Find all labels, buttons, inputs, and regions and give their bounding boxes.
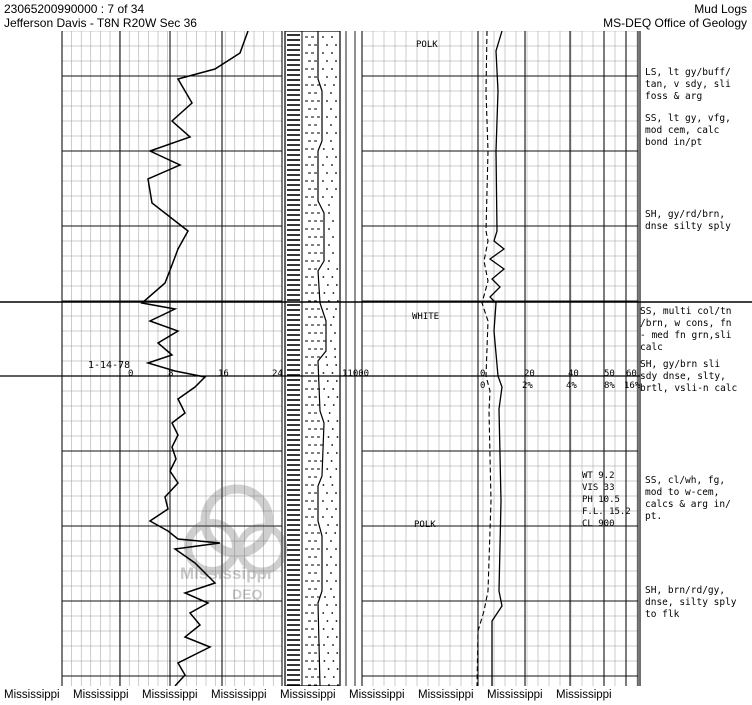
- right-scale-bottom-0: 0: [480, 381, 486, 391]
- footer-label: Mississippi: [349, 689, 405, 701]
- lithology-description: SH, brn/rd/gy, dnse, silty sply to flk: [645, 585, 737, 620]
- agency-name: MS-DEQ Office of Geology: [603, 16, 747, 30]
- footer-label: Mississippi: [487, 689, 543, 701]
- left-scale-tick-3: 24: [272, 369, 283, 379]
- mud-prop-cl: CL 900: [582, 519, 615, 529]
- left-scale-tick-1: 8: [168, 369, 174, 379]
- right-scale-top-3: 50: [604, 369, 615, 379]
- footer-label: Mississippi: [280, 689, 336, 701]
- left-scale-tick-2: 16: [218, 369, 229, 379]
- mud-log-chart: [0, 31, 752, 686]
- lithology-description: SH, gy/brn sli sdy dnse, slty, brtl, vsli-n calc: [640, 359, 738, 394]
- lithology-description: SH, gy/rd/brn, dnse silty sply: [645, 209, 731, 232]
- right-scale-bottom-4: 16%: [624, 381, 641, 391]
- well-id: 23065200990000 : 7 of 34: [4, 2, 145, 16]
- right-scale-top-1: 20: [524, 369, 535, 379]
- formation-top-polk-lower: POLK: [414, 520, 436, 530]
- formation-top-polk: POLK: [416, 40, 438, 50]
- lithology-description: SS, lt gy, vfg, mod cem, calc bond in/pt: [645, 113, 731, 148]
- right-scale-bottom-2: 4%: [566, 381, 577, 391]
- footer-label: Mississippi: [418, 689, 474, 701]
- formation-top-white: WHITE: [412, 312, 440, 322]
- right-scale-bottom-3: 8%: [604, 381, 615, 391]
- footer-label: Mississippi: [556, 689, 612, 701]
- mud-prop-wt: WT 9.2: [582, 471, 615, 481]
- right-scale-top-0: 0: [480, 369, 486, 379]
- lithology-column: [285, 31, 340, 686]
- right-scale-top-4: 60: [626, 369, 637, 379]
- mud-prop-ph: PH 10.5: [582, 495, 620, 505]
- footer-label: Mississippi: [211, 689, 267, 701]
- date-marker: 1-14-78: [88, 360, 131, 371]
- lithology-description: SS, multi col/tn /brn, w cons, fn - med fn grn,sli calc: [640, 306, 732, 353]
- footer-label: Mississippi: [73, 689, 129, 701]
- depth-label: 11000: [342, 369, 370, 379]
- mud-prop-fl: F.L. 15.2: [582, 507, 631, 517]
- mud-prop-vis: VIS 33: [582, 483, 615, 493]
- right-scale-top-2: 40: [568, 369, 579, 379]
- lithology-description: LS, lt gy/buff/ tan, v sdy, sli foss & arg: [645, 67, 731, 102]
- well-location: Jefferson Davis - T8N R20W Sec 36: [4, 16, 197, 30]
- document-type: Mud Logs: [694, 2, 747, 16]
- right-scale-bottom-1: 2%: [522, 381, 533, 391]
- lithology-description: SS, cl/wh, fg, mod to w-cem, calcs & arg in/ pt.: [645, 475, 731, 522]
- watermark-abbr: DEQ: [232, 586, 263, 602]
- left-scale-tick-0: 0: [128, 369, 134, 379]
- footer-watermark-row: [0, 689, 752, 705]
- footer-label: Mississippi: [4, 689, 60, 701]
- watermark-name: Mississippi: [180, 564, 272, 583]
- footer-label: Mississippi: [142, 689, 198, 701]
